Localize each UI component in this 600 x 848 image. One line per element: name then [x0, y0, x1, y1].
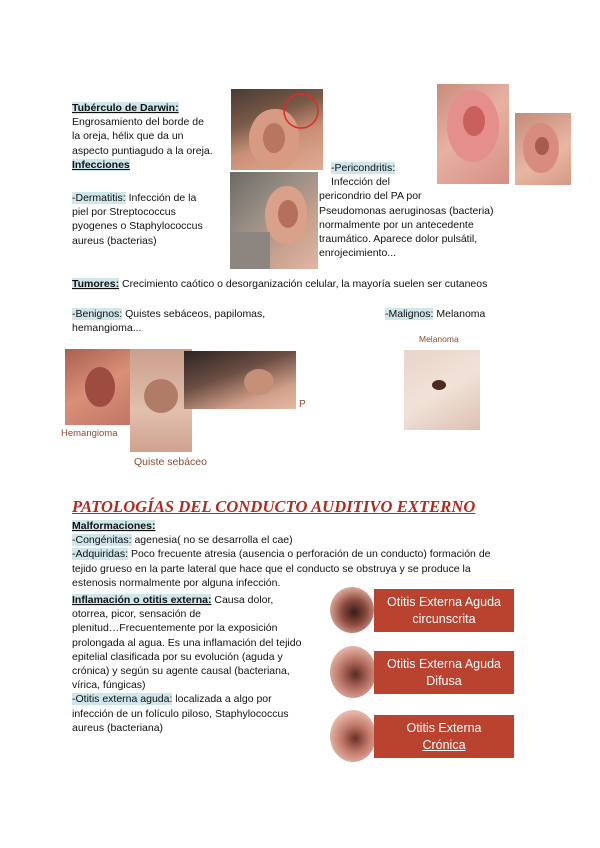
darwin-line: la oreja, hélix que da un [72, 130, 184, 143]
quiste-caption: Quiste sebáceo [134, 456, 207, 468]
darwin-line: aspecto puntiagudo a la oreja. [72, 144, 213, 157]
infecciones-heading: Infecciones [72, 158, 130, 171]
adquiridas-text: Poco frecuente atresia (ausencia o perforación de un conducto) formación de [128, 548, 491, 561]
otitis-card-3-label [374, 715, 514, 758]
inflamacion-line: vírica, fúngicas) [72, 679, 146, 692]
benignos-line: hemangioma... [72, 322, 142, 335]
benignos-block [72, 307, 265, 335]
aguda-line: aureus (bacteriana) [72, 721, 164, 734]
dermatitis-ear-photo [230, 172, 318, 269]
darwin-ear-photo [231, 89, 323, 170]
dermatitis-text: Infección de la [125, 192, 197, 204]
otitis-card-1-photo [330, 587, 374, 633]
inflamacion-line: otorrea, picor, sensación de [72, 608, 201, 621]
malignos-text: Melanoma [433, 308, 486, 320]
aguda-line: infección de un folículo piloso, Staphylococcus [72, 707, 289, 720]
hemangioma-caption: Hemangioma [61, 428, 118, 439]
malformaciones-block [72, 519, 491, 590]
pericondritis-line: normalmente por un antecedente [319, 218, 474, 231]
pericondritis-line: pericondrio del PA por [319, 190, 422, 203]
aguda-term: -Otitis externa aguda: [72, 693, 173, 706]
benignos-term: -Benignos: [72, 308, 123, 320]
darwin-heading: Tubérculo de Darwin: [72, 102, 179, 114]
tumores-line [72, 277, 487, 291]
inflamacion-term: Inflamación o otitis externa: [72, 594, 212, 606]
pericondritis-photo-1 [437, 84, 509, 184]
inflamacion-line: crónica) y según su agente causal (bacteriana, [72, 665, 290, 678]
pericondritis-photo-2 [515, 113, 571, 185]
dermatitis-term: -Dermatitis: [72, 192, 126, 204]
inflamacion-line: plenitud…Frecuentemente por la exposición [72, 622, 278, 635]
otitis-card-1-line2: circunscrita [412, 611, 476, 626]
congenitas-term: -Congénitas: [72, 534, 132, 547]
pericondritis-line: Infección del [331, 176, 390, 189]
adquiridas-line: tejido grueso en la parte lateral que hace que el conducto se obstruya y se produce la [72, 562, 471, 575]
congenitas-text: agenesia( no se desarrolla el cae) [131, 534, 293, 547]
section-title: PATOLOGÍAS DEL CONDUCTO AUDITIVO EXTERNO [72, 497, 476, 516]
otitis-card-2-label [374, 651, 514, 694]
dermatitis-line: pyogenes o Staphylococcus [72, 220, 203, 233]
melanoma-caption: Melanoma [419, 334, 459, 344]
otitis-card-3-line2: Crónica [422, 737, 466, 752]
otitis-card-2-line1: Otitis Externa Aguda [387, 656, 501, 671]
tumores-text: Crecimiento caótico o desorganización celular, la mayoría suelen ser cutaneos [119, 278, 488, 290]
inflamacion-text: Causa dolor, [211, 594, 274, 606]
darwin-line: Engrosamiento del borde de [72, 116, 204, 129]
dermatitis-line: aureus (bacterias) [72, 234, 157, 247]
aguda-text: localizada a algo por [172, 693, 272, 706]
highlight-circle-icon [231, 89, 323, 170]
malignos-term: -Malignos: [385, 308, 434, 320]
benignos-text: Quistes sebáceos, papilomas, [122, 308, 266, 320]
inflamacion-line: epitelial clasificada por su evolución (aguda y [72, 650, 283, 663]
pericondritis-line: enrojecimiento... [319, 247, 397, 260]
otitis-card-2-line2: Difusa [426, 673, 462, 688]
darwin-block [72, 101, 213, 172]
pericondritis-line: traumático. Aparece dolor pulsátil, [319, 233, 478, 246]
otitis-card-1-line1: Otitis Externa Aguda [387, 594, 501, 609]
hemangioma-photo [65, 349, 131, 425]
malformaciones-heading: Malformaciones: [72, 520, 156, 532]
stray-caption: P [299, 399, 306, 410]
quiste-photo-2 [184, 351, 296, 409]
otitis-card-2-photo [330, 646, 376, 698]
otitis-card-1-label [374, 589, 514, 632]
dermatitis-line: piel por Streptococcus [72, 206, 176, 219]
tumores-term: Tumores: [72, 278, 120, 290]
adquiridas-line: estenosis normalmente por alguna infección. [72, 576, 281, 589]
pericondritis-term: -Pericondritis: [331, 162, 396, 174]
melanoma-photo [404, 350, 480, 430]
dermatitis-block [72, 191, 203, 248]
adquiridas-term: -Adquiridas: [72, 548, 129, 561]
inflamacion-block [72, 593, 301, 735]
otitis-card-3-line1: Otitis Externa [406, 720, 482, 735]
inflamacion-line: prolongada al agua. Es una inflamación del tejido [72, 636, 302, 649]
malignos-line [385, 307, 485, 321]
pericondritis-line: Pseudomonas aeruginosas (bacteria) [319, 204, 494, 217]
quiste-photo-1 [130, 349, 192, 452]
otitis-card-3-photo [330, 710, 376, 762]
